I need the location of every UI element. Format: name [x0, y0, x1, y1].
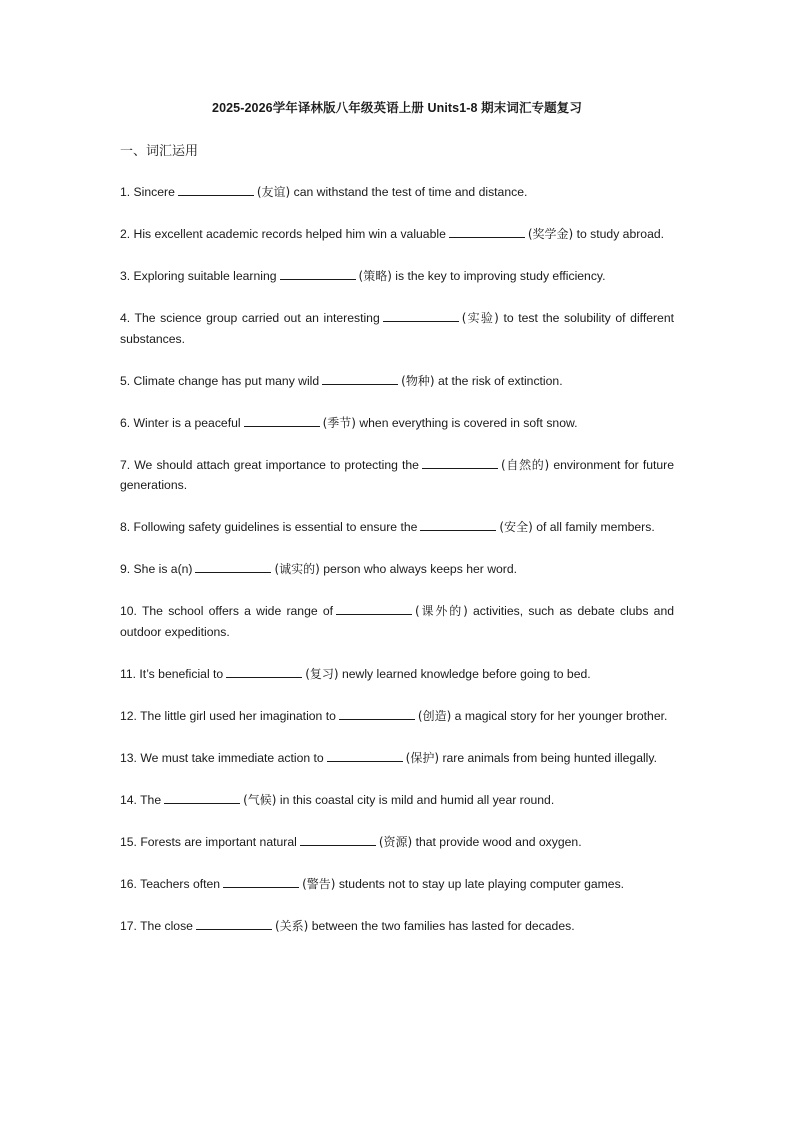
question-item — [120, 224, 674, 245]
question-text-before: 7. We should attach great importance to protecting the — [120, 457, 419, 472]
question-text-after: environment for future generations. — [120, 457, 675, 492]
word-hint: (友谊) — [256, 185, 291, 199]
word-hint: (复习) — [305, 666, 339, 681]
word-hint: (保护) — [405, 750, 440, 765]
question-list — [120, 182, 674, 958]
word-hint: (策略) — [358, 269, 392, 283]
question-item — [120, 832, 674, 853]
answer-blank[interactable] — [223, 875, 299, 888]
question-text-after: at the risk of extinction. — [437, 373, 563, 388]
word-hint: (资源) — [378, 834, 413, 849]
question-text-before: 15. Forests are important natural — [120, 834, 297, 849]
answer-blank[interactable] — [196, 917, 272, 930]
question-item — [120, 601, 674, 642]
answer-blank[interactable] — [336, 602, 412, 615]
question-item — [120, 517, 674, 538]
answer-blank[interactable] — [195, 560, 271, 573]
question-text-after: a magical story for her younger brother. — [454, 708, 668, 723]
word-hint: (物种) — [401, 373, 435, 388]
question-text-after: activities, such as debate clubs and outdoor expeditions. — [120, 604, 674, 639]
question-text-after: to study abroad. — [576, 227, 665, 241]
question-text-before: 9. She is a(n) — [120, 562, 193, 576]
word-hint: (季节) — [322, 415, 356, 430]
word-hint: (诚实的) — [274, 562, 320, 576]
question-item — [120, 266, 674, 287]
question-item — [120, 308, 674, 349]
question-text-after: when everything is covered in soft snow. — [359, 415, 578, 430]
question-text-before: 13. We must take immediate action to — [120, 750, 324, 765]
answer-blank[interactable] — [280, 267, 356, 280]
word-hint: (警告) — [302, 876, 336, 891]
answer-blank[interactable] — [339, 707, 415, 720]
question-text-after: to test the solubility of different substances. — [120, 311, 674, 346]
question-text-after: in this coastal city is mild and humid all year round. — [279, 792, 555, 807]
answer-blank[interactable] — [383, 309, 459, 322]
question-text-after: is the key to improving study efficiency. — [395, 269, 606, 283]
question-text-after: newly learned knowledge before going to bed. — [341, 666, 591, 681]
section-heading: 一、词汇运用 — [120, 143, 199, 158]
answer-blank[interactable] — [226, 665, 302, 678]
question-text-after: that provide wood and oxygen. — [415, 834, 582, 849]
question-text-after: students not to stay up late playing computer games. — [338, 876, 625, 891]
word-hint: (气候) — [243, 792, 277, 807]
question-text-before: 4. The science group carried out an interesting — [120, 311, 380, 325]
answer-blank[interactable] — [300, 833, 376, 846]
answer-blank[interactable] — [420, 518, 496, 531]
question-text-after: between the two families has lasted for decades. — [311, 918, 575, 933]
answer-blank[interactable] — [449, 225, 525, 238]
question-item — [120, 916, 674, 937]
question-item — [120, 790, 674, 811]
answer-blank[interactable] — [244, 414, 320, 427]
question-item — [120, 748, 674, 769]
answer-blank[interactable] — [178, 183, 254, 196]
word-hint: (自然的) — [500, 457, 550, 472]
question-item — [120, 874, 674, 895]
word-hint: (实验) — [461, 311, 499, 325]
question-text-before: 14. The — [120, 792, 162, 807]
word-hint: (奖学金) — [527, 227, 574, 241]
question-text-before: 10. The school offers a wide range of — [120, 604, 334, 618]
question-text-after: rare animals from being hunted illegally. — [442, 750, 657, 765]
answer-blank[interactable] — [322, 372, 398, 385]
question-text-before: 17. The close — [120, 918, 193, 933]
question-item — [120, 182, 674, 203]
document-title: 2025-2026学年译林版八年级英语上册 Units1-8 期末词汇专题复习 — [212, 101, 582, 115]
word-hint: (关系) — [274, 918, 309, 933]
question-text-before: 12. The little girl used her imagination to — [120, 708, 336, 723]
word-hint: (安全) — [499, 520, 533, 534]
answer-blank[interactable] — [164, 791, 240, 804]
question-item — [120, 413, 674, 434]
question-text-before: 2. His excellent academic records helped him win a valuable — [120, 227, 446, 241]
question-text-before: 8. Following safety guidelines is essential to ensure the — [120, 520, 418, 534]
question-text-before: 3. Exploring suitable learning — [120, 269, 277, 283]
question-text-after: of all family members. — [536, 520, 655, 534]
question-item — [120, 455, 674, 496]
question-text-before: 5. Climate change has put many wild — [120, 373, 320, 388]
question-text-after: can withstand the test of time and distance. — [293, 185, 528, 199]
answer-blank[interactable] — [327, 749, 403, 762]
question-text-before: 11. It’s beneficial to — [120, 666, 224, 681]
question-text-after: person who always keeps her word. — [323, 562, 517, 576]
question-text-before: 6. Winter is a peaceful — [120, 415, 241, 430]
word-hint: (创造) — [417, 708, 452, 723]
answer-blank[interactable] — [422, 456, 498, 469]
question-text-before: 1. Sincere — [120, 185, 175, 199]
question-item — [120, 664, 674, 685]
question-item — [120, 706, 674, 727]
question-text-before: 16. Teachers often — [120, 876, 221, 891]
word-hint: (课外的) — [415, 604, 468, 618]
question-item — [120, 559, 674, 580]
question-item — [120, 371, 674, 392]
